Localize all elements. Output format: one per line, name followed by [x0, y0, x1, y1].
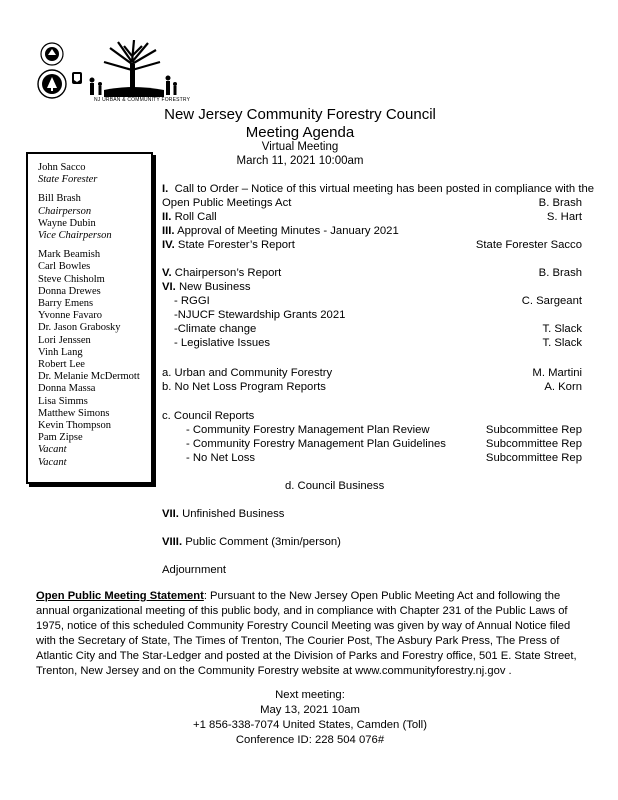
agenda-list-2	[162, 266, 582, 350]
meeting-datetime: March 11, 2021 10:00am	[236, 155, 364, 167]
member-name: Donna Massa	[38, 383, 96, 395]
public-meeting-statement	[36, 589, 586, 679]
new-business-item	[162, 308, 582, 322]
next-meeting-date: May 13, 2021 10am	[260, 704, 360, 716]
item-text: Public Comment (3min/person)	[185, 536, 341, 548]
council-report-item	[162, 451, 582, 465]
member-name: Dr. Jason Grabosky	[38, 322, 121, 334]
agenda-list	[162, 182, 595, 252]
item-text: - RGGI	[174, 295, 210, 307]
agenda-item-6	[162, 280, 582, 294]
item-presenter: Subcommittee Rep	[485, 452, 582, 464]
item-text: c. Council Reports	[162, 410, 255, 422]
vacant-seat: Vacant	[38, 456, 67, 468]
item-presenter: C. Sargeant	[521, 295, 582, 307]
item-number: VII.	[162, 508, 179, 520]
item-number: IV.	[162, 239, 175, 251]
item-presenter: Subcommittee Rep	[485, 424, 582, 436]
item-text: - No Net Loss	[186, 452, 256, 464]
page-title: Meeting Agenda	[245, 124, 355, 141]
item-number: II.	[162, 211, 172, 223]
member-name: Mark Beamish	[38, 249, 101, 261]
meeting-type: Virtual Meeting	[261, 141, 339, 153]
item-presenter: Subcommittee Rep	[485, 438, 582, 450]
item-text: Call to Order – Notice of this virtual meeting has been posted in compliance with the	[174, 183, 595, 195]
member-name: Barry Emens	[38, 298, 94, 310]
vice-title: Vice Chairperson	[38, 230, 112, 242]
tree-icon	[104, 40, 164, 97]
org-name: New Jersey Community Forestry Council	[164, 106, 436, 123]
item-text: b. No Net Loss Program Reports	[162, 381, 326, 393]
forester-name: John Sacco	[38, 162, 86, 173]
item-number: VIII.	[162, 536, 183, 548]
item-text: - Legislative Issues	[174, 337, 271, 349]
statement-heading: Open Public Meeting Statement	[36, 590, 204, 602]
member-name: Pam Zipse	[38, 432, 83, 444]
member-name: Yvonne Favaro	[38, 310, 102, 322]
member-name: Steve Chisholm	[38, 273, 105, 285]
item-presenter: T. Slack	[542, 323, 582, 335]
next-meeting-conference-id: Conference ID: 228 504 076#	[235, 734, 385, 746]
item-number: III.	[162, 225, 175, 237]
agenda-item-1-cont	[162, 196, 582, 210]
statement-body: : Pursuant to the New Jersey Open Public Meeting Act and following the annual organizational meeting of this public body, and in compliance with Chapter 231 of the Public Laws of 1975, notice of this scheduled Community Forestry Council Meeting was given by way of Annual Notice filed with the Secretary of State, The Times of Trenton, The Courier Post, The Asbury Park Press, The Press of Atlantic City and The Star-Ledger and posted at the Division of Parks and Forestry office, 501 E. State Street, Trenton, New Jersey and on the Community Forestry website at www.communityforestry.nj.gov .	[36, 590, 577, 677]
new-business-item	[162, 336, 582, 350]
council-report-item	[162, 437, 582, 451]
header-logos	[34, 40, 191, 106]
member-name: Kevin Thompson	[38, 420, 112, 432]
item-text: -Climate change	[174, 323, 257, 335]
item-presenter: State Forester Sacco	[475, 239, 582, 251]
item-text: Unfinished Business	[182, 508, 285, 520]
forester-title: State Forester	[38, 174, 98, 186]
next-meeting-phone: +1 856-338-7074 United States, Camden (Toll)	[193, 719, 427, 731]
agenda-item-c	[162, 409, 582, 423]
council-report-item	[162, 423, 582, 437]
next-meeting-label: Next meeting:	[275, 689, 345, 701]
item-text: a. Urban and Community Forestry	[162, 367, 333, 379]
member-name: Lisa Simms	[38, 395, 88, 407]
item-text: New Business	[178, 281, 251, 293]
agenda-item-d	[285, 479, 485, 493]
new-business-item	[162, 322, 582, 336]
item-text: Approval of Meeting Minutes - January 2021	[177, 225, 399, 237]
agenda-item-a	[162, 366, 582, 380]
member-name: Vinh Lang	[38, 346, 83, 358]
agenda-item-3	[162, 224, 582, 238]
item-text: State Forester’s Report	[177, 239, 295, 251]
item-text: Adjournment	[162, 564, 227, 576]
agenda-item-5	[162, 266, 582, 280]
agenda-item-b	[162, 380, 582, 394]
item-presenter: B. Brash	[538, 197, 582, 209]
agenda-item-4	[162, 238, 582, 252]
new-business-item	[162, 294, 582, 308]
item-text: Roll Call	[174, 211, 217, 223]
agenda-item-8	[162, 535, 582, 549]
vacant-seat: Vacant	[38, 444, 67, 456]
logo-caption: NJ URBAN & COMMUNITY FORESTRY	[94, 97, 191, 103]
item-presenter: A. Korn	[544, 381, 582, 393]
council-roster	[26, 152, 153, 484]
member-name: Matthew Simons	[38, 407, 110, 419]
item-presenter: B. Brash	[538, 267, 582, 279]
item-text: Open Public Meetings Act	[162, 197, 292, 209]
agenda-item-1	[162, 182, 595, 196]
chair-title: Chairperson	[38, 205, 92, 217]
member-name: Lori Jenssen	[38, 334, 91, 346]
agenda-list-4	[162, 409, 582, 465]
agenda-adjournment	[162, 563, 582, 577]
item-text: Chairperson’s Report	[174, 267, 282, 279]
vice-name: Wayne Dubin	[38, 217, 96, 229]
item-text: d. Council Business	[285, 480, 385, 492]
item-number: VI.	[162, 281, 176, 293]
item-number: I.	[162, 183, 169, 195]
chair-name: Bill Brash	[38, 193, 81, 205]
item-text: -NJUCF Stewardship Grants 2021	[174, 309, 346, 321]
next-meeting	[160, 688, 460, 748]
item-presenter: M. Martini	[532, 367, 582, 379]
member-name: Carl Bowles	[38, 261, 91, 273]
member-name: Robert Lee	[38, 359, 85, 371]
item-number: V.	[162, 267, 172, 279]
item-text: - Community Forestry Management Plan Review	[186, 424, 430, 436]
item-text: - Community Forestry Management Plan Guidelines	[186, 438, 446, 450]
agenda-item-7	[162, 507, 582, 521]
member-name: Donna Drewes	[38, 285, 101, 297]
item-presenter: S. Hart	[546, 211, 582, 223]
agenda-item-2	[162, 210, 582, 224]
member-name: Dr. Melanie McDermott	[38, 371, 140, 383]
item-presenter: T. Slack	[542, 337, 582, 349]
agenda-list-3	[162, 366, 582, 394]
